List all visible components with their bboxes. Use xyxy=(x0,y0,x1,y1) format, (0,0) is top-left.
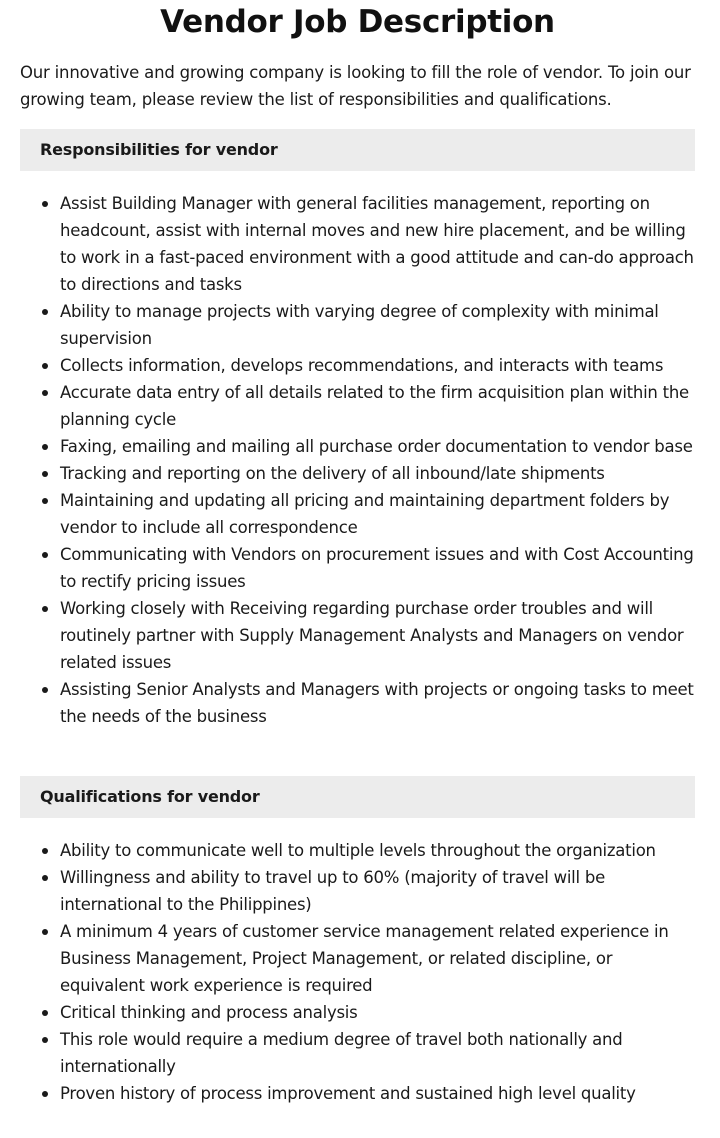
responsibilities-heading: Responsibilities for vendor xyxy=(20,129,695,171)
list-item: Collects information, develops recommendations, and interacts with teams xyxy=(60,352,700,379)
list-item: This role would require a medium degree of travel both nationally and internationally xyxy=(60,1026,700,1080)
list-item: Working closely with Receiving regarding purchase order troubles and will routinely partner with Supply Management Analysts and Managers on vendor related issues xyxy=(60,595,700,676)
qualifications-heading: Qualifications for vendor xyxy=(20,776,695,818)
list-item: Proven history of process improvement and sustained high level quality xyxy=(60,1080,700,1107)
list-item: Communicating with Vendors on procurement issues and with Cost Accounting to rectify pricing issues xyxy=(60,541,700,595)
responsibilities-list xyxy=(20,190,700,730)
qualifications-list xyxy=(20,837,700,1107)
list-item: Willingness and ability to travel up to 60% (majority of travel will be international to the Philippines) xyxy=(60,864,700,918)
list-item: Ability to communicate well to multiple levels throughout the organization xyxy=(60,837,700,864)
list-item: Critical thinking and process analysis xyxy=(60,999,700,1026)
list-item: Accurate data entry of all details related to the firm acquisition plan within the planning cycle xyxy=(60,379,700,433)
page-title: Vendor Job Description xyxy=(160,4,555,40)
list-item: Faxing, emailing and mailing all purchase order documentation to vendor base xyxy=(60,433,700,460)
intro-paragraph: Our innovative and growing company is looking to fill the role of vendor. To join our growing team, please review the list of responsibilities and qualifications. xyxy=(20,63,691,109)
list-item: Tracking and reporting on the delivery of all inbound/late shipments xyxy=(60,460,700,487)
list-item: Ability to manage projects with varying degree of complexity with minimal supervision xyxy=(60,298,700,352)
list-item: Assisting Senior Analysts and Managers with projects or ongoing tasks to meet the needs of the business xyxy=(60,676,700,730)
list-item: A minimum 4 years of customer service management related experience in Business Management, Project Management, or related discipline, or equivalent work experience is required xyxy=(60,918,700,999)
list-item: Maintaining and updating all pricing and maintaining department folders by vendor to include all correspondence xyxy=(60,487,700,541)
list-item: Assist Building Manager with general facilities management, reporting on headcount, assist with internal moves and new hire placement, and be willing to work in a fast-paced environment with a good attitude and can-do approach to directions and tasks xyxy=(60,190,700,298)
